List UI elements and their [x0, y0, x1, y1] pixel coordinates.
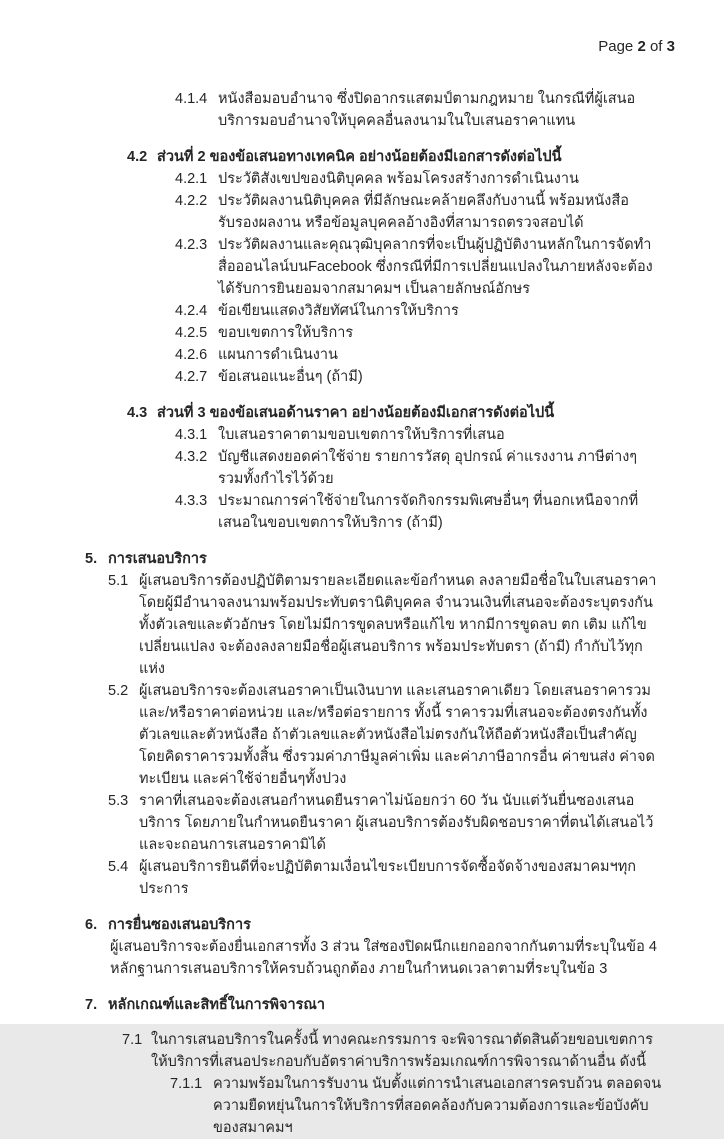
list-item-4-2-3 — [175, 234, 664, 300]
item-text: หนังสือมอบอำนาจ ซึ่งปิดอากรแสตมป์ตามกฎหมาย ในกรณีที่ผู้เสนอบริการมอบอำนาจให้บุคคลอื่นลงนามในใบเสนอราคาแทน — [218, 91, 636, 129]
item-text: บัญชีแสดงยอดค่าใช้จ่าย รายการวัสดุ อุปกรณ์ ค่าแรงงาน ภาษีต่างๆ รวมทั้งกำไรไว้ด้วย — [218, 449, 638, 487]
item-text: ผู้เสนอบริการจะต้องเสนอราคาเป็นเงินบาท และเสนอราคาเดียว โดยเสนอราคารวม และ/หรือราคาต่อหน่วย และ/หรือต่อรายการ ทั้งนี้ ราคารวมที่เสนอจะต้องตรงกันทั้งตัวเลขและตัวหนังสือ ถ้าตัวเลขและตัวหนังสือไม่ตรงกันให้ถือตัวหนังสือเป็นสำคัญ โดยคิดราคารวมทั้งสิ้น ซึ่งรวมค่าภาษีมูลค่าเพิ่ม และค่าภาษีอากรอื่น ค่าขนส่ง ค่าจดทะเบียน และค่าใช้จ่ายอื่นๆทั้งปวง — [139, 683, 655, 787]
item-number: 4.2.4 — [175, 303, 208, 319]
list-item-4-2-5 — [175, 322, 664, 344]
section-heading-5 — [85, 548, 664, 570]
list-item-4-2-6 — [175, 344, 664, 366]
item-text: ผู้เสนอบริการยินดีที่จะปฏิบัติตามเงื่อนไขระเบียบการจัดซื้อจัดจ้างของสมาคมฯทุกประการ — [139, 859, 637, 897]
section-heading-7 — [85, 994, 664, 1016]
section-title: การเสนอบริการ — [108, 551, 207, 567]
item-number: 5.3 — [108, 793, 129, 809]
item-text: ส่วนที่ 2 ของข้อเสนอทางเทคนิค อย่างน้อยต้องมีเอกสารดังต่อไปนี้ — [157, 149, 562, 165]
section-6-body: ผู้เสนอบริการจะต้องยื่นเอกสารทั้ง 3 ส่วน ใส่ซองปิดผนึกแยกออกจากกันตามที่ระบุในข้อ 4 หลักฐานการเสนอบริการให้ครบถ้วนถูกต้อง ภายในกำหนดเวลาตามที่ระบุในข้อ 3 — [110, 939, 657, 977]
item-text: ประมาณการค่าใช้จ่ายในการจัดกิจกรรมพิเศษอื่นๆ ที่นอกเหนือจากที่เสนอในขอบเขตการให้บริการ (ถ้ามี) — [218, 493, 639, 531]
section-number: 5. — [85, 551, 98, 567]
item-text: แผนการดำเนินงาน — [218, 347, 338, 363]
list-item-7-1-1 — [170, 1073, 664, 1139]
list-item-5-2 — [108, 680, 664, 790]
item-text: ข้อเสนอแนะอื่นๆ (ถ้ามี) — [218, 369, 363, 385]
item-number: 4.2.2 — [175, 193, 208, 209]
page-total: 3 — [666, 38, 675, 55]
item-text: ข้อเขียนแสดงวิสัยทัศน์ในการให้บริการ — [218, 303, 459, 319]
item-number: 4.1.4 — [175, 91, 208, 107]
section-number: 7. — [85, 997, 98, 1013]
list-item-5-3 — [108, 790, 664, 856]
list-item-4-2-1 — [175, 168, 664, 190]
item-number: 4.2.6 — [175, 347, 208, 363]
item-text: ส่วนที่ 3 ของข้อเสนอด้านราคา อย่างน้อยต้องมีเอกสารดังต่อไปนี้ — [157, 405, 555, 421]
list-item-4-2-7 — [175, 366, 664, 388]
subsection-heading-4-3 — [127, 402, 664, 424]
item-text: ประวัติสังเขปของนิติบุคคล พร้อมโครงสร้างการดำเนินงาน — [218, 171, 579, 187]
list-item-4-3-3 — [175, 490, 664, 534]
item-number: 4.3 — [127, 405, 148, 421]
item-number: 4.3.1 — [175, 427, 208, 443]
section-heading-6 — [85, 914, 664, 936]
list-item-5-1 — [108, 570, 664, 680]
list-item-5-4 — [108, 856, 664, 900]
list-item-7-1 — [122, 1029, 664, 1073]
item-text: ผู้เสนอบริการต้องปฏิบัติตามรายละเอียดและข้อกำหนด ลงลายมือชื่อในใบเสนอราคาโดยผู้มีอำนาจลงนามพร้อมประทับตรานิติบุคคล จำนวนเงินที่เสนอจะต้องระบุตรงกันทั้งตัวเลขและตัวอักษร โดยไม่มีการขูดลบหรือแก้ไข หากมีการขูดลบ ตก เติม แก้ไข เปลี่ยนแปลง จะต้องลงลายมือชื่อผู้เสนอบริการ พร้อมประทับตรา (ถ้ามี) กำกับไว้ทุกแห่ง — [139, 573, 657, 677]
list-item-4-2-2 — [175, 190, 664, 234]
list-item-4-3-1 — [175, 424, 664, 446]
item-number: 4.2.1 — [175, 171, 208, 187]
item-number: 4.2.7 — [175, 369, 208, 385]
subsection-heading-4-2 — [127, 146, 664, 168]
page-of-label: of — [649, 38, 663, 55]
item-number: 5.1 — [108, 573, 129, 589]
page-number-header — [0, 36, 724, 58]
list-item-4-1-4 — [175, 88, 664, 132]
item-number: 4.2.5 — [175, 325, 208, 341]
list-item-4-2-4 — [175, 300, 664, 322]
item-text: ใบเสนอราคาตามขอบเขตการให้บริการที่เสนอ — [218, 427, 505, 443]
list-item-4-3-2 — [175, 446, 664, 490]
item-text: ประวัติผลงานนิติบุคคล ที่มีลักษณะคล้ายคลึงกับงานนี้ พร้อมหนังสือรับรองผลงาน หรือข้อมูลบุคคลอ้างอิงที่สามารถตรวจสอบได้ — [218, 193, 629, 231]
item-text: ราคาที่เสนอจะต้องเสนอกำหนดยืนราคาไม่น้อยกว่า 60 วัน นับแต่วันยื่นซองเสนอบริการ โดยภายในกำหนดยืนราคา ผู้เสนอบริการต้องรับผิดชอบราคาที่ตนได้เสนอไว้ และจะถอนการเสนอราคามิได้ — [139, 793, 654, 853]
document-content — [0, 88, 724, 1139]
item-number: 7.1 — [122, 1032, 143, 1048]
item-number: 4.2.3 — [175, 237, 208, 253]
item-number: 7.1.1 — [170, 1076, 203, 1092]
item-text: ในการเสนอบริการในครั้งนี้ ทางคณะกรรมการ จะพิจารณาตัดสินด้วยขอบเขตการให้บริการที่เสนอประกอบกับอัตราค่าบริการพร้อมเกณฑ์การพิจารณาด้านอื่น ดังนี้ — [151, 1032, 654, 1070]
item-number: 5.2 — [108, 683, 129, 699]
item-number: 4.3.2 — [175, 449, 208, 465]
section-number: 6. — [85, 917, 98, 933]
item-number: 4.2 — [127, 149, 148, 165]
item-text: ความพร้อมในการรับงาน นับตั้งแต่การนำเสนอเอกสารครบถ้วน ตลอดจนความยืดหยุ่นในการให้บริการที่สอดคล้องกับความต้องการและข้อบังคับของสมาคมฯ — [213, 1076, 662, 1136]
item-number: 5.4 — [108, 859, 129, 875]
page-current: 2 — [637, 38, 646, 55]
section-title: การยื่นซองเสนอบริการ — [108, 917, 251, 933]
section-title: หลักเกณฑ์และสิทธิ์ในการพิจารณา — [108, 997, 326, 1013]
item-text: ขอบเขตการให้บริการ — [218, 325, 354, 341]
item-number: 4.3.3 — [175, 493, 208, 509]
item-text: ประวัติผลงานและคุณวุฒิบุคลากรที่จะเป็นผู้ปฏิบัติงานหลักในการจัดทำสื่อออนไลน์บนFacebook ซึ่งกรณีที่มีการเปลี่ยนแปลงในภายหลังจะต้องได้รับการยินยอมจากสมาคมฯ เป็นลายลักษณ์อักษร — [218, 237, 653, 297]
page-label: Page — [598, 38, 634, 55]
